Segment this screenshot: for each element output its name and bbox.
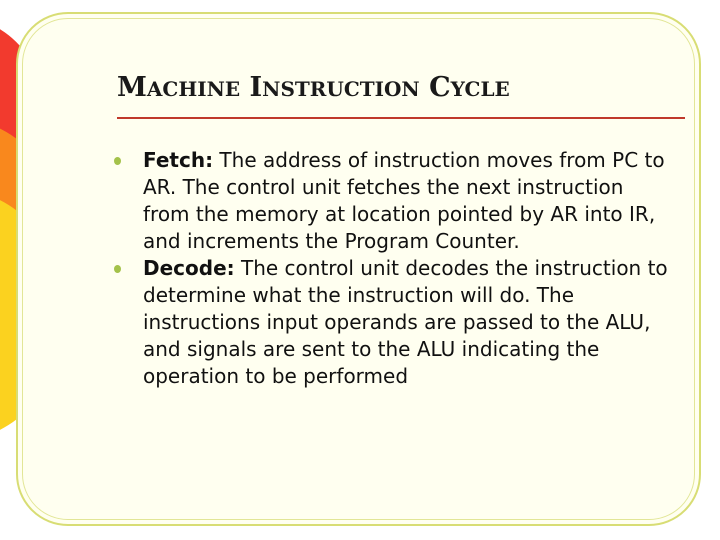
slide-title — [117, 72, 510, 103]
title-underline — [117, 117, 685, 119]
bullet-dot-icon — [114, 265, 121, 273]
bullet-term: Decode: — [143, 256, 235, 280]
bullet-list — [110, 147, 670, 390]
title-smallcaps: NSTRUCTION — [262, 77, 420, 101]
bullet-item-decode — [110, 255, 670, 390]
title-initial: M — [117, 72, 147, 103]
bullet-text: The control unit decodes the instruction to determine what the instruction will do. The instructions input operands are passed to the ALU, and signals are sent to the ALU indicating the operation to be performed — [143, 256, 668, 388]
title-initial: I — [249, 72, 263, 103]
title-smallcaps: YCLE — [450, 77, 510, 101]
bullet-dot-icon — [114, 157, 121, 165]
bullet-term: Fetch: — [143, 148, 214, 172]
title-smallcaps: ACHINE — [146, 77, 241, 101]
bullet-item-fetch — [110, 147, 670, 255]
title-initial: C — [429, 72, 451, 103]
bullet-text: The address of instruction moves from PC to AR. The control unit fetches the next instruction from the memory at location pointed by AR into IR, and increments the Program Counter. — [143, 148, 665, 253]
